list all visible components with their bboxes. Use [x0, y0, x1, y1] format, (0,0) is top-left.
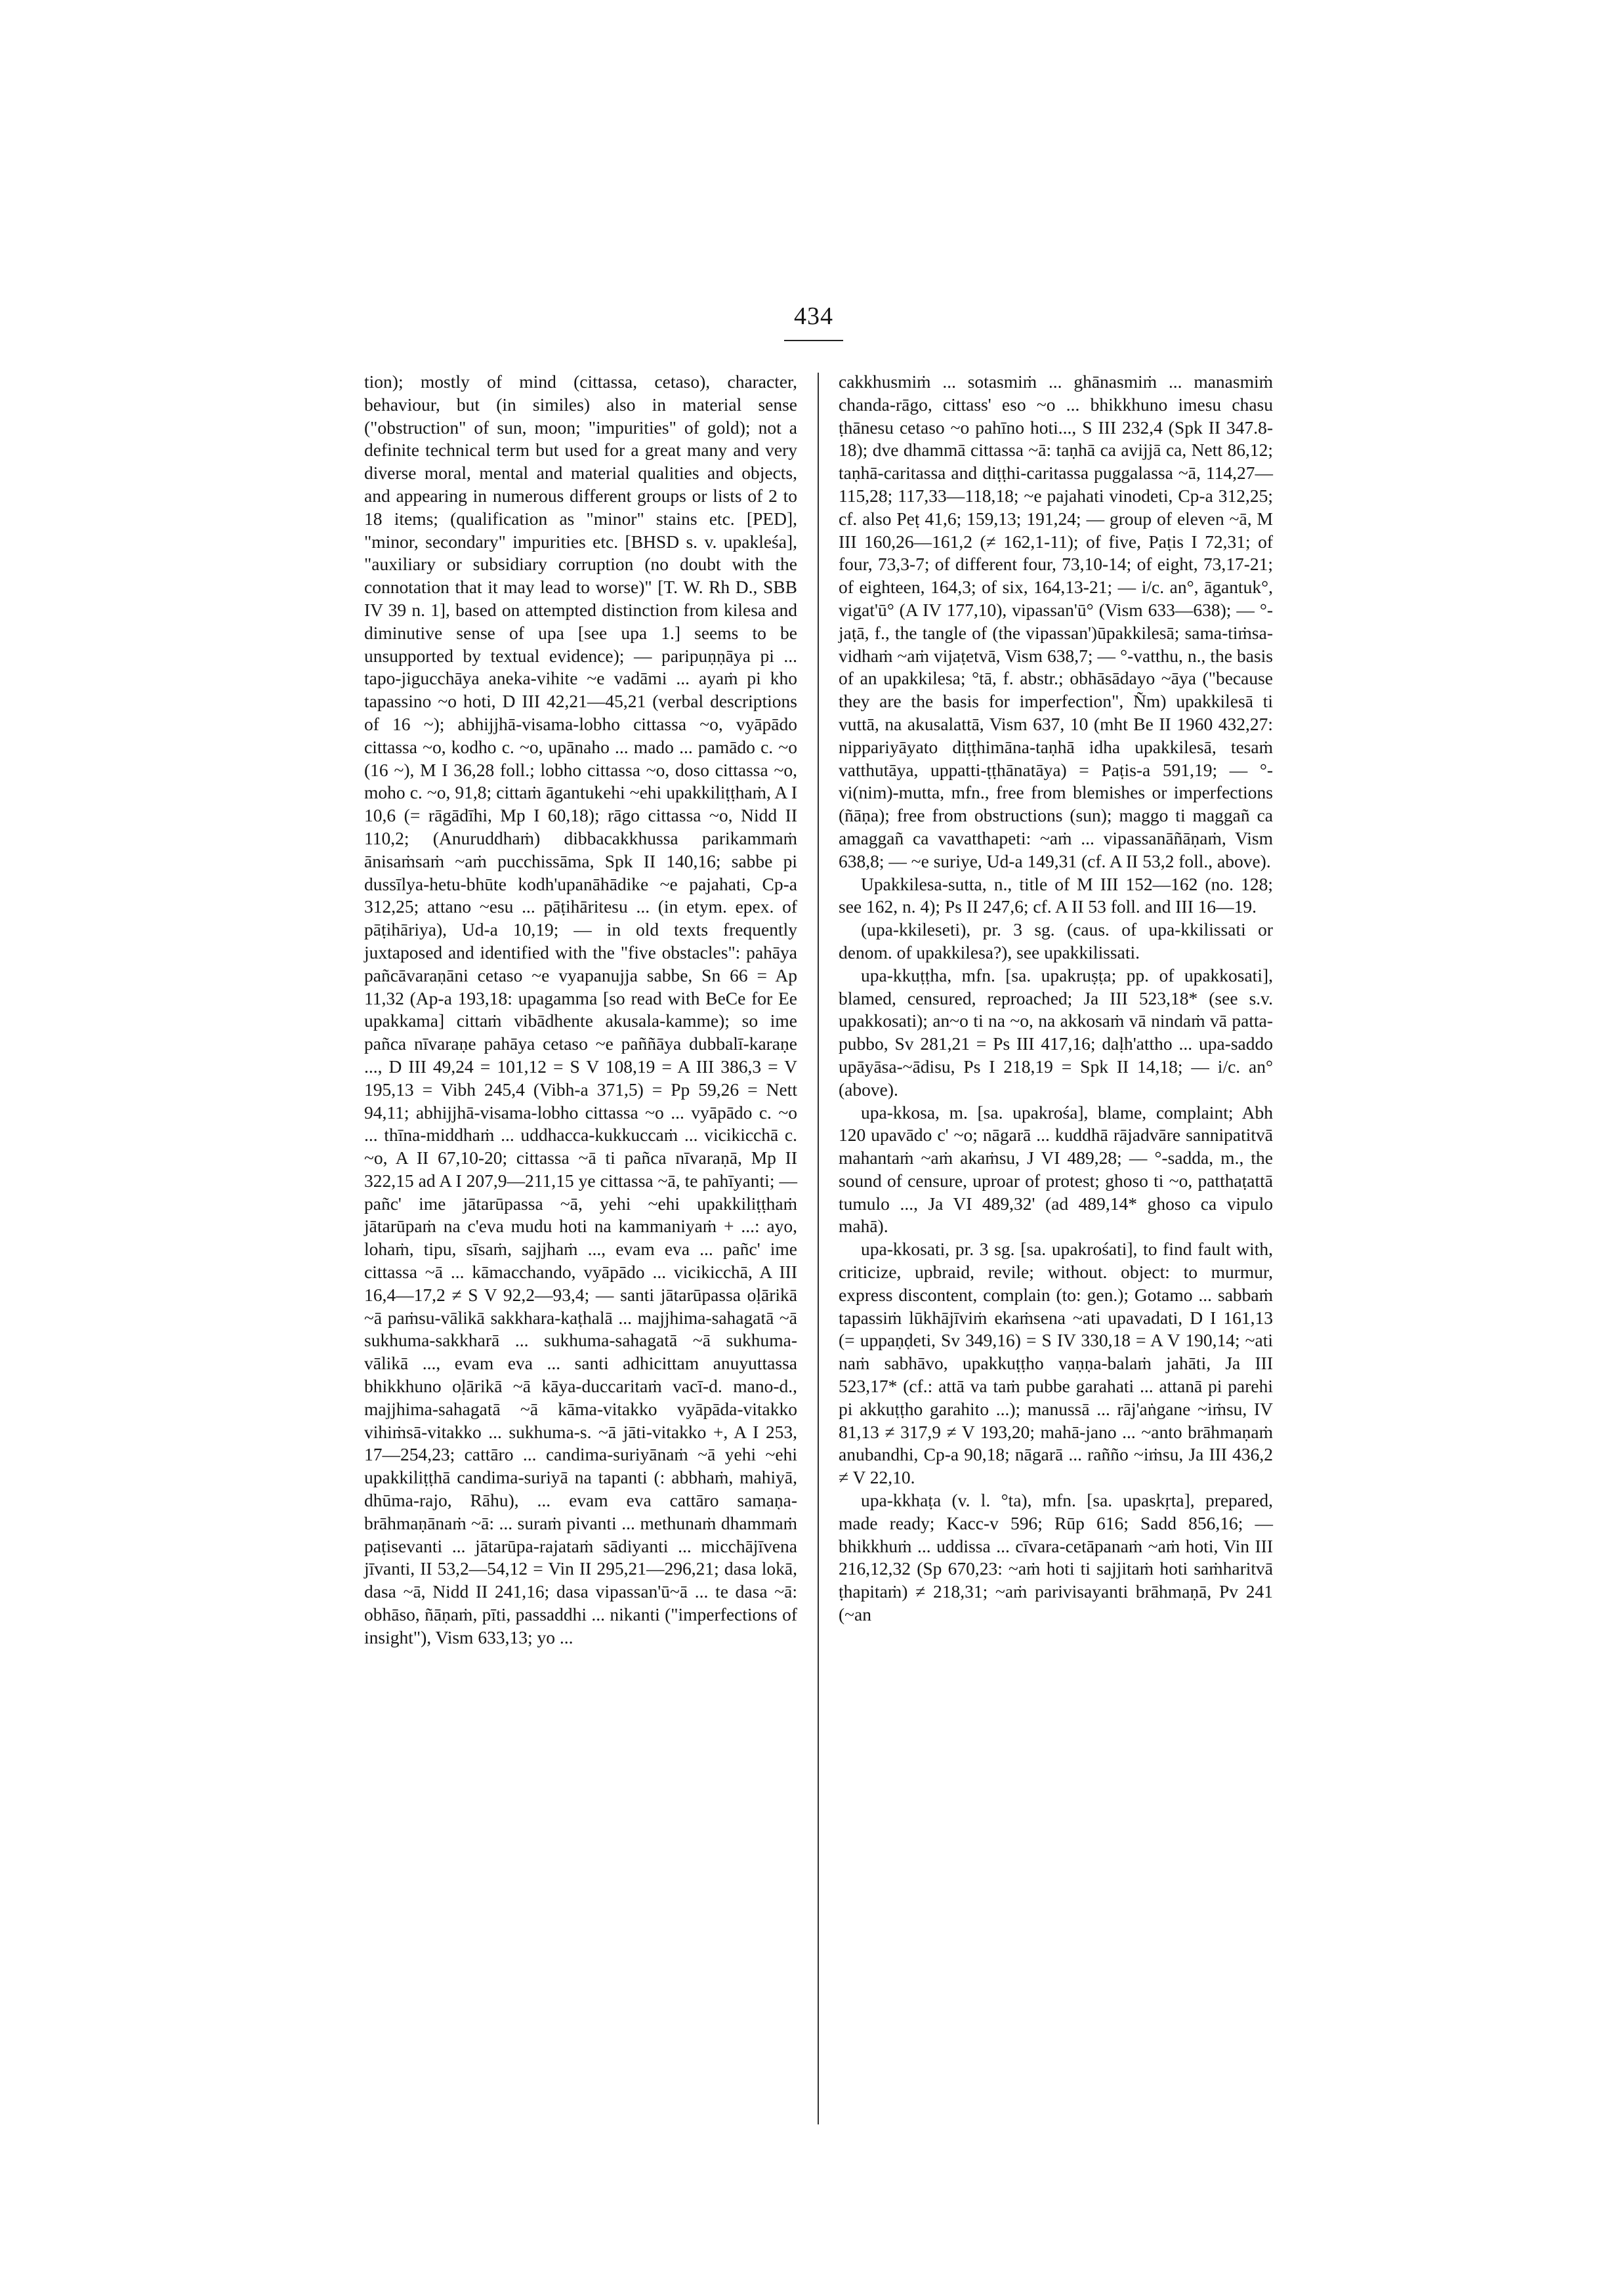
column-divider — [818, 373, 819, 2124]
right-paragraph: cakkhusmiṁ ... sotasmiṁ ... ghānasmiṁ ... manasmiṁ chanda-rāgo, cittass' eso ~o ... bhikkhuno imesu chasu ṭhānesu cetaso ~o pahīno hoti..., S III 232,4 (Spk II 347.8-18); dve dhammā cittassa ~ā: taṇhā ca avijjā ca, Nett 86,12; taṇhā-caritassa and diṭṭhi-caritassa puggalassa ~ā, 114,27—115,28; 117,33—118,18; ~e pajahati vinodeti, Cp-a 312,25; cf. also Peṭ 41,6; 159,13; 191,24; — group of eleven ~ā, M III 160,26—161,2 (≠ 162,1-11); of five, Paṭis I 72,31; of four, 73,3-7; of different four, 73,10-14; of eight, 73,17-21; of eighteen, 164,3; of six, 164,13-21; — i/c. an°, āgantuk°, vigat'ū° (A IV 177,10), vipassan'ū° (Vism 633—638); — °-jaṭā, f., the tangle of (the vipassan')ūpakkilesā; sama-tiṁsa-vidhaṁ ~aṁ vijaṭetvā, Vism 638,7; — °-vatthu, n., the basis of an upakkilesa; °tā, f. abstr.; obhāsādayo ~āya ("because they are the basis for imperfection", Ñm) upakkilesā ti vuttā, na akusalattā, Vism 637, 10 (mht Be II 1960 432,27: nippariyāyato diṭṭhimāna-taṇhā idha upakkilesā, tesaṁ vatthutāya, uppatti-ṭṭhānatāya) = Paṭis-a 591,19; — °-vi(nim)-mutta, mfn., free from blemishes or imperfections (ñāṇa); free from obstructions (sun); maggo ti maggañ ca amaggañ ca vavatthapeti: ~aṁ ... vipassanāñāṇaṁ, Vism 638,8; — ~e suriye, Ud-a 149,31 (cf. A II 53,2 foll., above). — [839, 371, 1273, 871]
entry-upakkosa: upa-kkosa, m. [sa. upakrośa], blame, complaint; Abh 120 upavādo c' ~o; nāgarā ... kuddhā rājadvāre sannipatitvā mahantaṁ ~aṁ akaṁsu, J VI 489,28; — °-sadda, m., the sound of censure, uproar of protest; ghoso ti ~o, patthaṭattā tumulo ..., Ja VI 489,32' (ad 489,14* ghoso ca vipulo mahā). — [839, 1102, 1273, 1237]
entry-upakkuttha: upa-kkuṭṭha, mfn. [sa. upakruṣṭa; pp. of upakkosati], blamed, censured, reproached; Ja III 523,18* (see s.v. upakkosati); an~o ti na ~o, na akkosaṁ vā nindaṁ vā patta-pubbo, Sv 281,21 = Ps III 417,16; daḷh'attho ... upa-saddo upāyāsa-~ādisu, Ps I 218,19 = Spk II 14,18; — i/c. an° (above). — [839, 964, 1273, 1100]
page-number: 434 — [794, 302, 833, 330]
left-paragraph: tion); mostly of mind (cittassa, cetaso), character, behaviour, but (in similes) also in material sense ("obstruction" of sun, moon; "impurities" of gold); not a definite technical term but used for a great many and very diverse moral, mental and material qualities and objects, and appearing in numerous different groups or lists of 2 to 18 items; (qualification as "minor" stains etc. [PED], "minor, secondary" impurities etc. [BHSD s. v. upakleśa], "auxiliary or subsidiary corruption (no doubt with the connotation that it may lead to worse)" [T. W. Rh D., SBB IV 39 n. 1], based on attempted distinction from kilesa and diminutive sense of upa [see upa 1.] seems to be unsupported by textual evidence); — paripuṇṇāya pi ... tapo-jigucchāya aneka-vihite ~e vadāmi ... ayaṁ pi kho tapassino ~o hoti, D III 42,21—45,21 (verbal descriptions of 16 ~); abhijjhā-visama-lobho cittassa ~o, vyāpādo cittassa ~o, kodho c. ~o, upānaho ... mado ... pamādo c. ~o (16 ~), M I 36,28 foll.; lobho cittassa ~o, doso cittassa ~o, moho c. ~o, 91,8; cittaṁ āgantukehi ~ehi upakkiliṭṭhaṁ, A I 10,6 (= rāgādīhi, Mp I 60,18); rāgo cittassa ~o, Nidd II 110,2; (Anuruddhaṁ) dibbacakkhussa parikammaṁ ānisaṁsaṁ ~aṁ pucchissāma, Spk II 140,16; sabbe pi dussīlya-hetu-bhūte kodh'upanāhādike ~e pajahati, Cp-a 312,25; attano ~esu ... pāṭihāritesu ... (in etym. epex. of pāṭihāriya), Ud-a 10,19; — in old texts frequently juxtaposed and identified with the "five obstacles": pahāya pañcāvaraṇāni cetaso ~e vyapanujja sabbe, Sn 66 = Ap 11,32 (Ap-a 193,18: upagamma [so read with BeCe for Ee upakkama] cittaṁ vibādhente akusala-kamme); so ime pañca nīvaraṇe pahāya cetaso ~e paññāya dubbalī-karaṇe ..., D III 49,24 = 101,12 = S V 108,19 = A III 386,3 = V 195,13 = Vibh 245,4 (Vibh-a 371,5) = Pp 59,26 = Nett 94,11; abhijjhā-visama-lobho cittassa ~o ... vyāpādo c. ~o ... thīna-middhaṁ ... uddhacca-kukkuccaṁ ... vicikicchā c. ~o, A II 67,10-20; cittassa ~ā ti pañca nīvaraṇā, Mp II 322,15 ad A I 207,9—211,15 ye cittassa ~ā, te pahīyanti; — pañc' ime jātarūpassa ~ā, yehi ~ehi upakkiliṭṭhaṁ jātarūpaṁ na c'eva mudu hoti na kammaniyaṁ + ...: ayo, lohaṁ, tipu, sīsaṁ, sajjhaṁ ..., evam eva ... pañc' ime cittassa ~ā ... kāmacchando, vyāpādo ... vicikicchā, A III 16,4—17,2 ≠ S V 92,2—93,4; — santi jātarūpassa oḷārikā ~ā paṁsu-vālikā sakkhara-kaṭhalā ... majjhima-sahagatā ~ā sukhuma-sakkharā ... sukhuma-sahagatā ~ā sukhuma-vālikā ..., evam eva ... santi adhicittam anuyuttassa bhikkhuno oḷārikā ~ā kāya-duccaritaṁ vacī-d. mano-d., majjhima-sahagatā ~ā kāma-vitakko vyāpāda-vitakko vihiṁsā-vitakko ... sukhuma-s. ~ā jāti-vitakko +, A I 253, 17—254,23; cattāro ... candima-suriyānaṁ ~ā yehi ~ehi upakkiliṭṭhā candima-suriyā na tapanti (: abbhaṁ, mahiyā, dhūma-rajo, Rāhu), ... evam eva cattāro samaṇa-brāhmaṇānaṁ ~ā: ... suraṁ pivanti ... methunaṁ dhammaṁ paṭisevanti ... jātarūpa-rajataṁ sādiyanti ... micchājīvena jīvanti, II 53,2—54,12 = Vin II 295,21—296,21; dasa lokā, dasa ~ā, Nidd II 241,16; dasa vipassan'ū~ā ... te dasa ~ā: obhāso, ñāṇaṁ, pīti, passaddhi ... nikanti ("imperfections of insight"), Vism 633,13; yo ... — [364, 371, 797, 1647]
entry-upakkhata: upa-kkhaṭa (v. l. °ta), mfn. [sa. upaskṛta], prepared, made ready; Kacc-v 596; Rūp 616; Sadd 856,16; — bhikkhuṁ ... uddissa ... cīvara-cetāpanaṁ ~aṁ hoti, Vin III 216,12,32 (Sp 670,23: ~aṁ hoti ti sajjitaṁ hoti saṁharitvā ṭhapitaṁ) ≠ 218,31; ~aṁ parivisayanti brāhmaṇā, Pv 241 (~an — [839, 1490, 1273, 1625]
page-number-rule — [784, 340, 843, 341]
right-column — [839, 371, 1273, 1626]
left-column — [364, 371, 797, 1649]
entry-upakkosati: upa-kkosati, pr. 3 sg. [sa. upakrośati], to find fault with, criticize, upbraid, revile; without. object: to murmur, express discontent, complain (to: gen.); Gotamo ... sabbaṁ tapassiṁ lūkhājīviṁ ekaṁsena ~ati upavadati, D I 161,13 (= uppaṇḍeti, Sv 349,16) = S IV 330,18 = A V 190,14; ~ati naṁ sabhāvo, upakkuṭṭho vaṇṇa-balaṁ jahāti, Ja III 523,17* (cf.: attā va taṁ pubbe garahati ... attanā pi parehi pi akkuṭṭho garahito ...); manussā ... rāj'aṅgane ~iṁsu, IV 81,13 ≠ 317,9 ≠ V 193,20; mahā-jano ... ~anto brāhmaṇaṁ anubandhi, Cp-a 90,18; nāgarā ... rañño ~iṁsu, Ja III 436,2 ≠ V 22,10. — [839, 1239, 1273, 1488]
entry-upakkileseti: (upa-kkileseti), pr. 3 sg. (caus. of upa-kkilissati or denom. of upakkilesa?), see upakkilissati. — [839, 919, 1273, 962]
entry-upakkilesa-sutta: Upakkilesa-sutta, n., title of M III 152—162 (no. 128; see 162, n. 4); Ps II 247,6; cf. A II 53 foll. and III 16—19. — [839, 873, 1273, 917]
